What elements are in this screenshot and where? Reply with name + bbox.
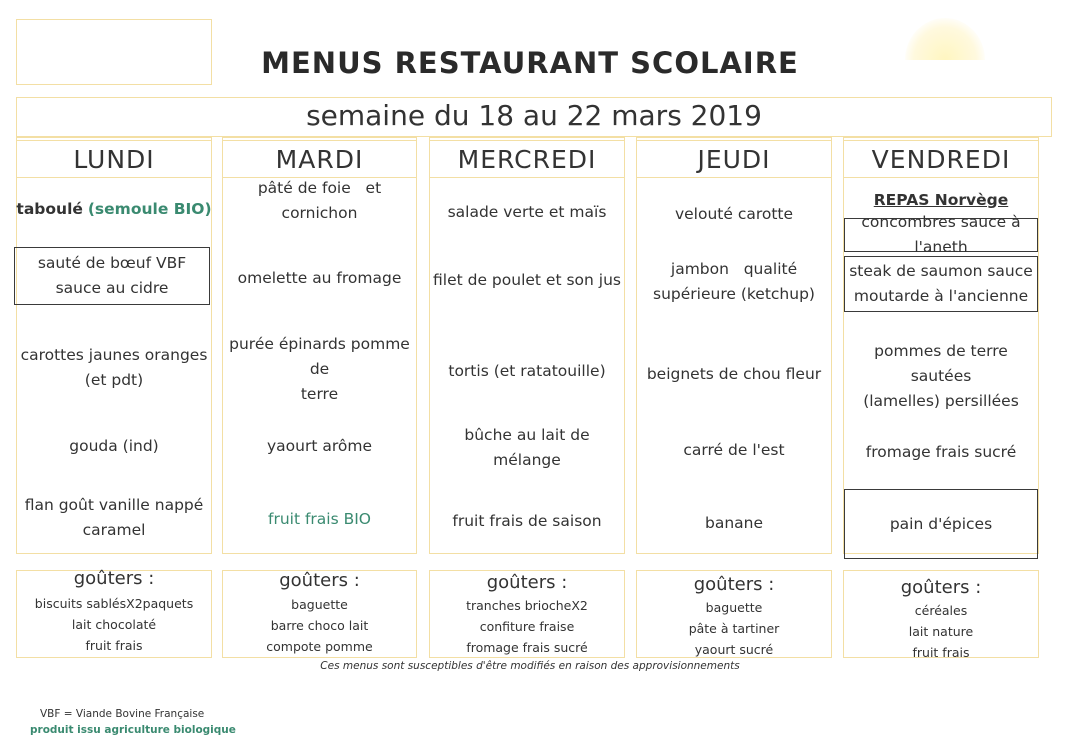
mardi-side-line1: purée épinards pomme de bbox=[229, 334, 410, 378]
lundi-cheese: gouda (ind) bbox=[69, 436, 159, 455]
snack-item: fromage frais sucré bbox=[466, 640, 588, 655]
jeudi-cheese: carré de l'est bbox=[683, 440, 785, 459]
vendredi-side bbox=[843, 341, 1039, 410]
mercredi-main: filet de poulet et son jus bbox=[433, 270, 621, 289]
footnote-vbf: VBF = Viande Bovine Française bbox=[40, 708, 205, 720]
disclaimer-note: Ces menus sont susceptibles d'être modifiés en raison des approvisionnements bbox=[320, 660, 740, 672]
snack-list-mardi bbox=[222, 594, 417, 657]
snack-item: biscuits sablésX2paquets bbox=[34, 596, 194, 611]
mardi-side bbox=[222, 334, 417, 403]
page-title: MENUS RESTAURANT SCOLAIRE bbox=[261, 46, 799, 80]
lundi-starter-bio: (semoule BIO) bbox=[87, 199, 212, 218]
mardi-side-line2: terre bbox=[300, 384, 339, 403]
sun-logo-icon bbox=[905, 18, 985, 60]
day-header-jeudi: JEUDI bbox=[636, 140, 832, 178]
lundi-side bbox=[16, 342, 212, 394]
snack-title-mardi: goûters : bbox=[279, 570, 360, 591]
lundi-side-line1: carottes jaunes oranges bbox=[20, 346, 208, 364]
snack-item: lait chocolaté bbox=[71, 617, 157, 632]
vendredi-side-line1: pommes de terre sautées bbox=[874, 341, 1008, 385]
snack-list-vendredi bbox=[843, 600, 1039, 663]
snack-item: fruit frais bbox=[912, 645, 970, 660]
lundi-starter bbox=[16, 188, 212, 230]
jeudi-dessert: banane bbox=[704, 513, 764, 532]
vendredi-side-line2: (lamelles) persillées bbox=[863, 391, 1019, 410]
lundi-main-line1: sauté de bœuf VBF bbox=[37, 254, 187, 272]
snack-item: tranches briocheX2 bbox=[466, 598, 588, 613]
snack-item: barre choco lait bbox=[270, 618, 369, 633]
mercredi-side: tortis (et ratatouille) bbox=[448, 361, 606, 380]
vendredi-cheese: fromage frais sucré bbox=[865, 442, 1017, 461]
lundi-dessert-line2: caramel bbox=[82, 521, 146, 539]
mardi-main: omelette au fromage bbox=[237, 268, 402, 287]
mardi-starter-line2: cornichon bbox=[281, 204, 358, 222]
snack-title-mercredi: goûters : bbox=[486, 572, 568, 593]
vendredi-main bbox=[844, 256, 1038, 312]
snack-title-jeudi: goûters : bbox=[693, 574, 775, 595]
mercredi-cheese: bûche au lait de mélange bbox=[464, 426, 590, 469]
snack-item: pâte à tartiner bbox=[688, 621, 780, 636]
snack-item: confiture fraise bbox=[479, 619, 575, 634]
mercredi-dessert: fruit frais de saison bbox=[452, 511, 602, 530]
mardi-starter-line1: pâté de foie et bbox=[257, 179, 382, 197]
day-header-mardi: MARDI bbox=[222, 140, 417, 178]
snack-list-mercredi bbox=[429, 595, 625, 658]
lundi-side-line2: (et pdt) bbox=[84, 371, 144, 389]
snack-item: baguette bbox=[291, 597, 348, 612]
lundi-main bbox=[14, 247, 210, 305]
mardi-starter bbox=[222, 175, 417, 227]
snack-title-lundi: goûters : bbox=[73, 568, 155, 589]
week-label: semaine du 18 au 22 mars 2019 bbox=[306, 99, 762, 132]
jeudi-main-line1: jambon qualité bbox=[670, 260, 798, 278]
day-header-vendredi: VENDREDI bbox=[843, 140, 1039, 178]
jeudi-main-line2: supérieure (ketchup) bbox=[653, 285, 815, 303]
vendredi-main-line1: steak de saumon sauce bbox=[849, 262, 1033, 280]
footnote-bio: produit issu agriculture biologique bbox=[30, 724, 236, 736]
snack-item: compote pomme bbox=[266, 639, 373, 654]
snack-list-jeudi bbox=[636, 597, 832, 660]
vendredi-dessert: pain d'épices bbox=[844, 489, 1038, 559]
lundi-main-line2: sauce au cidre bbox=[55, 279, 169, 297]
day-header-mercredi: MERCREDI bbox=[429, 140, 625, 178]
snack-item: céréales bbox=[914, 603, 968, 618]
logo-placeholder-box bbox=[16, 19, 212, 85]
mardi-cheese: yaourt arôme bbox=[266, 436, 372, 455]
day-header-lundi: LUNDI bbox=[16, 140, 212, 178]
jeudi-side: beignets de chou fleur bbox=[646, 364, 822, 383]
snack-item: baguette bbox=[705, 600, 763, 615]
snack-title-vendredi: goûters : bbox=[900, 577, 982, 598]
jeudi-main bbox=[636, 256, 832, 308]
vendredi-starter: concombres sauce à l'aneth bbox=[844, 218, 1038, 252]
vendredi-theme: REPAS Norvège bbox=[873, 190, 1009, 209]
lundi-dessert-line1: flan goût vanille nappé bbox=[24, 496, 204, 514]
mardi-dessert: fruit frais BIO bbox=[267, 509, 371, 528]
snack-item: fruit frais bbox=[85, 638, 143, 653]
mercredi-starter: salade verte et maïs bbox=[447, 202, 607, 221]
snack-item: yaourt sucré bbox=[694, 642, 774, 657]
jeudi-starter: velouté carotte bbox=[674, 204, 794, 223]
lundi-dessert bbox=[16, 492, 212, 544]
lundi-starter-name: taboulé bbox=[16, 199, 83, 218]
snack-item: lait nature bbox=[908, 624, 974, 639]
snack-list-lundi bbox=[16, 593, 212, 656]
vendredi-main-line2: moutarde à l'ancienne bbox=[853, 287, 1029, 305]
